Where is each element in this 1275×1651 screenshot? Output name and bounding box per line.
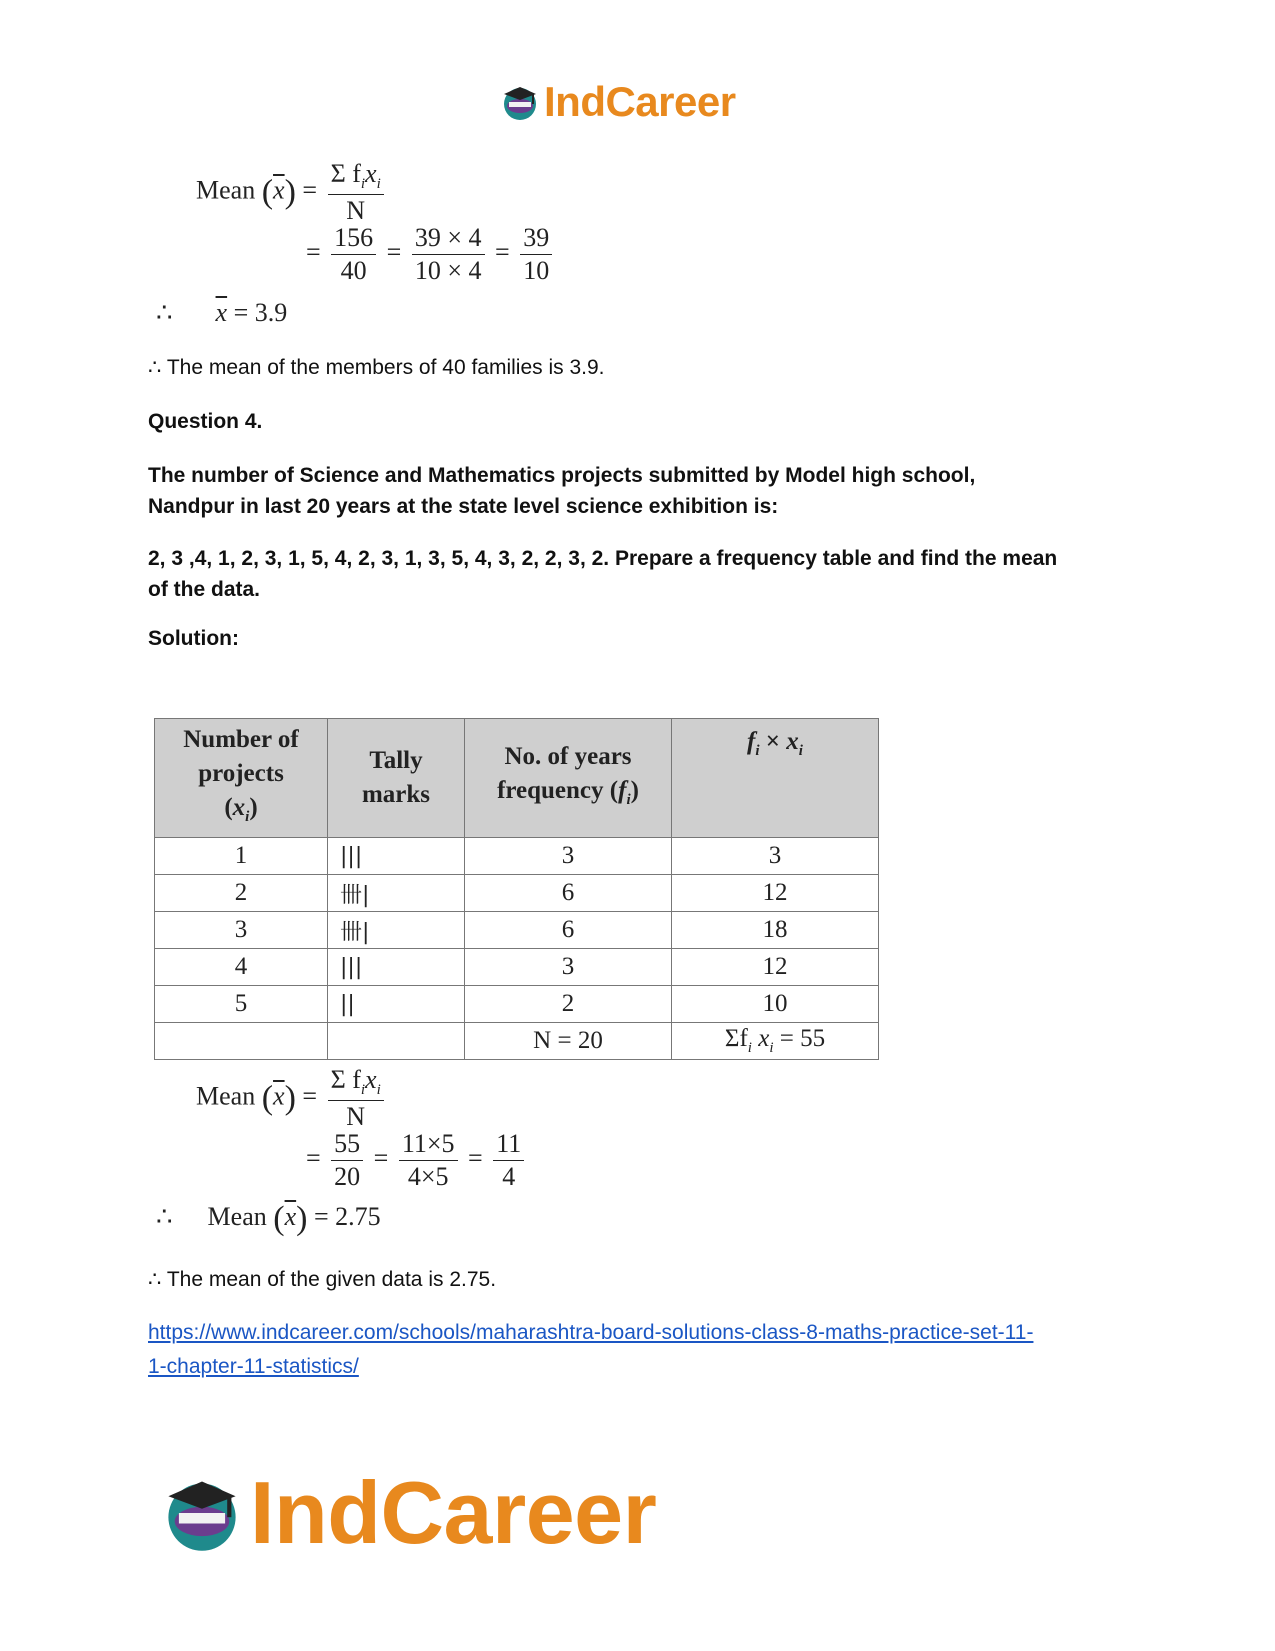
graduation-cap-icon: [160, 1471, 244, 1555]
frac-num: 11×5: [399, 1130, 458, 1161]
source-link[interactable]: [148, 1321, 1033, 1378]
cell-fx: 12: [672, 949, 879, 986]
mean-label: Mean: [196, 1081, 256, 1111]
frac-num: 39 × 4: [412, 224, 485, 255]
x-var: x: [232, 793, 246, 821]
therefore-symbol: ∴: [156, 298, 173, 327]
frac-den: 4×5: [407, 1161, 449, 1191]
frac-num: 11: [493, 1130, 524, 1161]
x-bar: $\overline{x}$: [273, 1081, 285, 1111]
mean-calculation-2: = $\frac{55}{20}$ = $\frac{11\times 5}{4\times 5}$ = $\frac{11}{4}$: [306, 1130, 528, 1191]
mean-result-1: [156, 298, 287, 328]
fraction-sum-over-n: $\frac{\Sigma f_ix_i}{N}$: [328, 1066, 384, 1131]
cell-fx: 18: [672, 912, 879, 949]
sum-numerator: Σ f: [330, 159, 361, 188]
cell-x: 2: [155, 875, 328, 912]
table-row: [155, 838, 879, 875]
therefore-symbol: ∴: [156, 1201, 173, 1231]
cell-fx: 10: [672, 986, 879, 1023]
cell-x: 5: [155, 986, 328, 1023]
table-row: [155, 912, 879, 949]
solution-label: Solution:: [148, 627, 239, 650]
frac-den: 10: [523, 255, 550, 285]
question-title: Question 4.: [148, 410, 263, 433]
cell-total-fx: $\Sigma f_i$ $x_i = 55$: [672, 1023, 879, 1060]
header-frequency: No. of years frequency $(f_i)$: [465, 719, 672, 838]
indcareer-logo-bottom: [160, 1462, 656, 1564]
frac-num: 39: [520, 224, 552, 255]
cell-x: 4: [155, 949, 328, 986]
x-bar: $\overline{x}$: [284, 1201, 297, 1231]
header-number-of-projects: Number of projects $(x_i)$: [155, 719, 328, 838]
n-denominator: N: [346, 1101, 366, 1131]
conclusion-1: ∴ The mean of the members of 40 families is 3.9.: [148, 356, 605, 379]
table-row: [155, 949, 879, 986]
sum-fx-label: Σf: [724, 1025, 748, 1052]
logo-text: IndCareer: [544, 78, 736, 125]
logo-text: IndCareer: [250, 1463, 657, 1562]
equals-sign: =: [302, 175, 318, 205]
header-fx: $f_i \times x_i$: [672, 719, 879, 838]
frac-den: 40: [340, 255, 367, 285]
x-bar: $\overline{x}$: [215, 298, 228, 327]
source-link-block: [148, 1316, 1148, 1384]
cell-f: 3: [465, 838, 672, 875]
indcareer-logo-top: [500, 78, 736, 126]
frac-den: 20: [334, 1161, 361, 1191]
frac-den: 4: [502, 1161, 516, 1191]
mean-calculation-1: = $\frac{156}{40}$ = $\frac{39 \times 4}{10 \times 4}$ = $\frac{39}{10}$: [306, 224, 556, 285]
graduation-cap-icon: [500, 82, 540, 122]
table-total-row: [155, 1023, 879, 1060]
cell-f: 6: [465, 875, 672, 912]
cell-tally: ||: [328, 986, 465, 1023]
cell-x: 1: [155, 838, 328, 875]
table-header-row: [155, 719, 879, 838]
sum-numerator: Σ f: [330, 1065, 361, 1094]
conclusion-2: ∴ The mean of the given data is 2.75.: [148, 1268, 497, 1291]
cell-empty: [328, 1023, 465, 1060]
frac-num: 55: [331, 1130, 363, 1161]
link-line-2: 1-chapter-11-statistics/: [148, 1355, 359, 1378]
frac-den: 10 × 4: [414, 255, 482, 285]
table-row: [155, 986, 879, 1023]
cell-total-f: N = 20: [465, 1023, 672, 1060]
cell-fx: 3: [672, 838, 879, 875]
mean-formula-1: Mean $(\overline{x})$ = $\frac{\Sigma f_ix_i}{N}$: [196, 160, 388, 225]
mean-formula-2: Mean $(\overline{x})$ = $\frac{\Sigma f_ix_i}{N}$: [196, 1066, 388, 1131]
cell-tally: |||: [328, 949, 465, 986]
cell-empty: [155, 1023, 328, 1060]
question-data: 2, 3 ,4, 1, 2, 3, 1, 5, 4, 2, 3, 1, 3, 5, 4, 3, 2, 2, 3, 2. Prepare a frequency table and find the mean of the data.: [148, 547, 1058, 601]
fraction-sum-over-n: $\frac{\Sigma f_ix_i}{N}$: [328, 160, 384, 225]
frequency-table: [154, 718, 879, 1060]
frac-num: 156: [331, 224, 376, 255]
cell-tally: |||: [328, 838, 465, 875]
mean-result-2: ∴ Mean $(\overline{x}) = 2.75$: [156, 1200, 381, 1237]
n-denominator: N: [346, 195, 366, 225]
cell-fx: 12: [672, 875, 879, 912]
link-line-1: https://www.indcareer.com/schools/maharashtra-board-solutions-class-8-maths-practice-set-11-: [148, 1321, 1034, 1344]
mean-label: Mean: [207, 1201, 267, 1231]
header-tally-marks: Tally marks: [328, 719, 465, 838]
cell-f: 3: [465, 949, 672, 986]
table-row: [155, 875, 879, 912]
cell-f: 6: [465, 912, 672, 949]
cell-f: 2: [465, 986, 672, 1023]
cell-tally: 卌|: [328, 875, 465, 912]
cell-x: 3: [155, 912, 328, 949]
cell-tally: 卌|: [328, 912, 465, 949]
question-body: The number of Science and Mathematics projects submitted by Model high school, Nandpur in last 20 years at the state level science exhibition is:: [148, 464, 976, 518]
result-value: = 2.75: [313, 1201, 381, 1231]
mean-label: Mean: [196, 175, 256, 205]
x-bar: $\overline{x}$: [273, 175, 285, 205]
result-value: = 3.9: [233, 298, 288, 327]
